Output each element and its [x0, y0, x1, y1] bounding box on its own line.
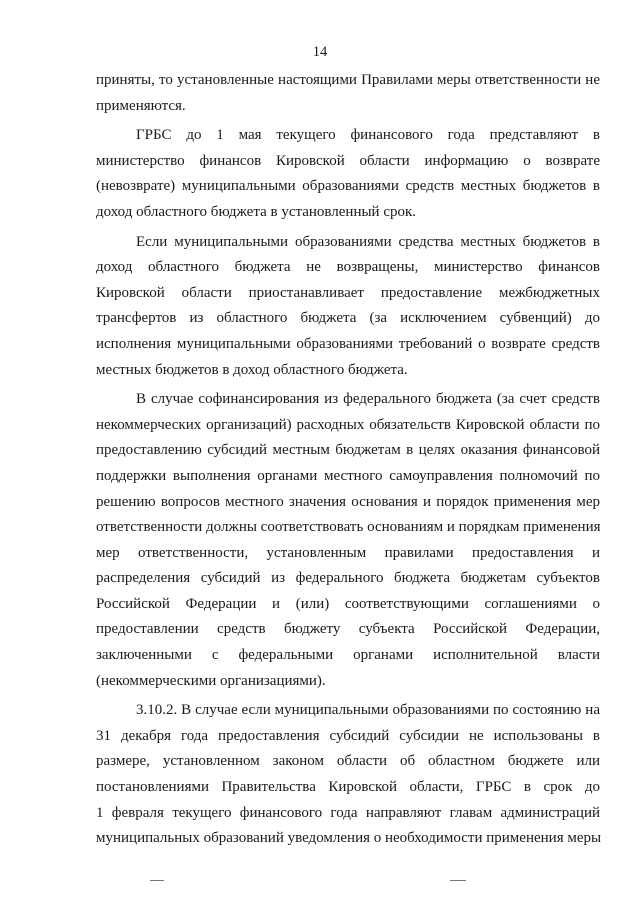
text-line: В случае софинансирования из федерального бюджета (за счет средств — [136, 391, 600, 408]
text-line: размере, установленном законом области об областном бюджете или — [96, 753, 600, 770]
text-line: ответственности должны соответствовать основаниям и порядкам применения — [96, 519, 601, 536]
text-line: 31 декабря года предоставления субсидий субсидии не использованы в — [96, 727, 600, 744]
text-line: ГРБС до 1 мая текущего финансового года представляют в — [136, 127, 600, 144]
text-line: приняты, то установленные настоящими Правилами меры ответственности не — [96, 72, 600, 88]
text-line: мер ответственности, установленным правилами предоставления и — [96, 544, 600, 561]
text-line: распределения субсидий из федерального бюджета бюджетам субъектов — [96, 570, 600, 587]
text-line: министерство финансов Кировской области информацию о возврате — [96, 152, 600, 169]
body-text — [96, 68, 600, 852]
scan-mark — [450, 880, 466, 881]
text-line: местных бюджетов в доход областного бюджета. — [96, 361, 408, 378]
text-line: доход областного бюджета не возвращены, министерство финансов — [96, 259, 600, 276]
text-line: решению вопросов местного значения основания и порядок применения мер — [96, 493, 600, 510]
paragraph — [96, 387, 600, 694]
text-line: доход областного бюджета в установленный срок. — [96, 203, 417, 220]
paragraph — [96, 68, 600, 119]
text-line: предоставлению субсидий местным бюджетам в целях оказания финансовой — [96, 442, 600, 459]
text-line: предоставлении средств бюджету субъекта Российской Федерации, — [96, 621, 600, 638]
text-line: некоммерческих организаций) расходных обязательств Кировской области по — [96, 416, 600, 433]
text-line: трансфертов из областного бюджета (за исключением субвенций) до — [96, 310, 600, 327]
scan-mark — [150, 880, 164, 881]
text-line: 1 февраля текущего финансового года направляют главам администраций — [96, 804, 600, 821]
text-line: Кировской области приостанавливает предоставление межбюджетных — [96, 284, 600, 301]
text-line: Российской Федерации и (или) соответствующими соглашениями о — [96, 595, 600, 612]
text-line: поддержки выполнения органами местного самоуправления полномочий по — [96, 467, 600, 484]
text-line: исполнения муниципальными образованиями требований о возврате средств — [96, 335, 600, 352]
text-line: 3.10.2. В случае если муниципальными образованиями по состоянию на — [136, 702, 600, 719]
paragraph — [96, 230, 600, 384]
paragraph — [96, 698, 600, 852]
text-line: постановлениями Правительства Кировской области, ГРБС в срок до — [96, 779, 600, 796]
page-number: 14 — [312, 44, 328, 60]
text-line: Если муниципальными образованиями средства местных бюджетов в — [136, 233, 600, 250]
text-line: (невозврате) муниципальными образованиями средств местных бюджетов в — [96, 178, 600, 195]
text-line: муниципальных образований уведомления о необходимости применения меры — [96, 830, 602, 847]
paragraph — [96, 123, 600, 225]
text-line: (некоммерческими организациями). — [96, 672, 326, 689]
text-line: применяются. — [96, 97, 186, 114]
text-line: заключенными с федеральными органами исполнительной власти — [96, 647, 600, 664]
